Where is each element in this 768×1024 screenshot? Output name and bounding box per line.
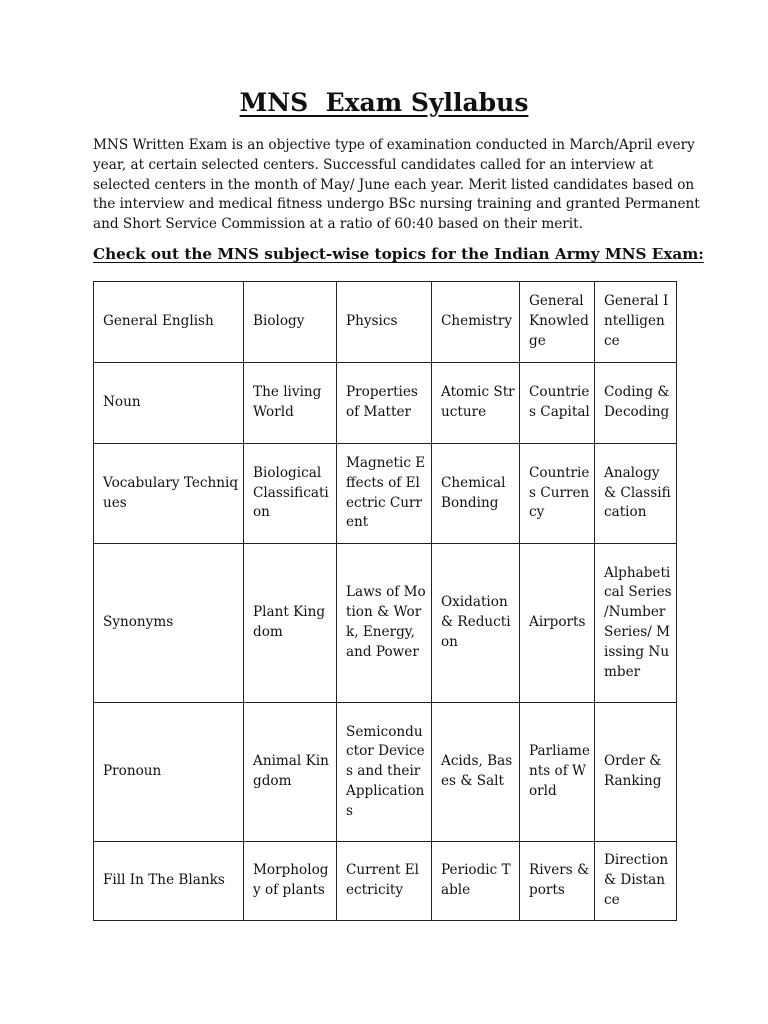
table-cell: Order & Ranking <box>595 703 677 842</box>
table-cell: Parliaments of World <box>520 703 595 842</box>
table-row <box>94 544 677 703</box>
table-cell: Vocabulary Techniques <box>94 444 244 544</box>
table-header-row <box>94 282 677 363</box>
table-cell: Airports <box>520 544 595 703</box>
table-cell: Fill In The Blanks <box>94 842 244 921</box>
header-cell-general-intelligence: General Intelligence <box>595 282 677 363</box>
table-cell: Properties of Matter <box>337 363 432 444</box>
table-cell: Coding & Decoding <box>595 363 677 444</box>
page-title: MNS Exam Syllabus <box>239 88 529 117</box>
table-cell: Laws of Motion & Work, Energy, and Power <box>337 544 432 703</box>
intro-line: year, at certain selected centers. Successful candidates called for an interview at <box>93 156 654 173</box>
table-cell: Countries Capital <box>520 363 595 444</box>
table-row <box>94 444 677 544</box>
table-cell: The living World <box>244 363 337 444</box>
table-cell: Rivers & ports <box>520 842 595 921</box>
table-cell: Periodic Table <box>432 842 520 921</box>
table-cell: Direction & Distance <box>595 842 677 921</box>
table-cell: Animal Kingdom <box>244 703 337 842</box>
table-row <box>94 363 677 444</box>
intro-line: the interview and medical fitness undergo BSc nursing training and granted Permanent <box>93 196 700 213</box>
table-cell: Pronoun <box>94 703 244 842</box>
table-cell: Biological Classification <box>244 444 337 544</box>
header-cell-general-english: General English <box>94 282 244 363</box>
table-cell: Synonyms <box>94 544 244 703</box>
table-cell: Current Electricity <box>337 842 432 921</box>
intro-line: and Short Service Commission at a ratio of 60:40 based on their merit. <box>93 216 583 233</box>
table-cell: Plant Kingdom <box>244 544 337 703</box>
table-cell: Acids, Bases & Salt <box>432 703 520 842</box>
table-cell: Morphology of plants <box>244 842 337 921</box>
intro-line: MNS Written Exam is an objective type of examination conducted in March/April every <box>93 137 695 153</box>
syllabus-table <box>93 281 677 921</box>
section-heading: Check out the MNS subject-wise topics for the Indian Army MNS Exam: <box>93 245 704 263</box>
table-cell: Atomic Structure <box>432 363 520 444</box>
header-cell-biology: Biology <box>244 282 337 363</box>
table-row <box>94 842 677 921</box>
header-cell-chemistry: Chemistry <box>432 282 520 363</box>
table-cell: Semiconductor Devices and their Applications <box>337 703 432 842</box>
intro-line: selected centers in the month of May/ June each year. Merit listed candidates based on <box>93 176 695 193</box>
table-cell: Countries Currency <box>520 444 595 544</box>
table-cell: Alphabetical Series /Number Series/ Missing Number <box>595 544 677 703</box>
table-cell: Oxidation & Reduction <box>432 544 520 703</box>
header-cell-general-knowledge: General Knowledge <box>520 282 595 363</box>
table-cell: Magnetic Effects of Electric Current <box>337 444 432 544</box>
table-cell: Analogy & Classification <box>595 444 677 544</box>
header-cell-physics: Physics <box>337 282 432 363</box>
table-cell: Chemical Bonding <box>432 444 520 544</box>
intro-paragraph <box>93 136 700 235</box>
table-row <box>94 703 677 842</box>
table-cell: Noun <box>94 363 244 444</box>
